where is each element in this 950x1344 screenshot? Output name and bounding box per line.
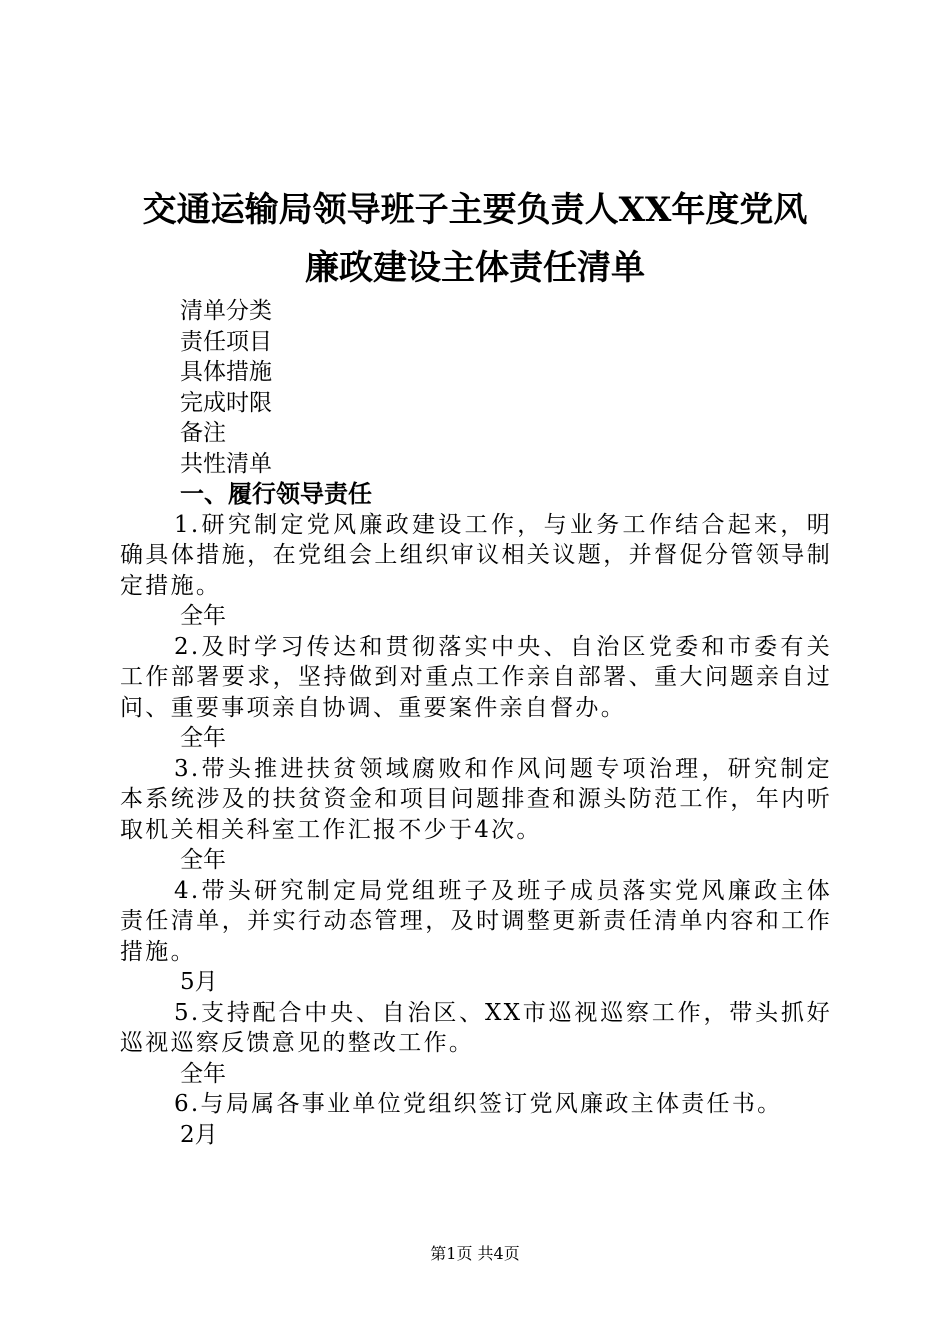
item-text: 3.带头推进扶贫领域腐败和作风问题专项治理，研究制定本系统涉及的扶贫资金和项目问题排查和源头防范工作，年内听取机关相关科室工作汇报不少于4次。 — [120, 755, 832, 843]
document-body — [120, 296, 832, 1150]
section-heading: 一、履行领导责任 — [180, 479, 372, 508]
item-deadline: 全年 — [180, 725, 226, 751]
document-title-line-2: 廉政建设主体责任清单 — [305, 248, 645, 288]
item-deadline: 全年 — [180, 603, 226, 629]
item-text: 6.与局属各事业单位党组织签订党风廉政主体责任书。 — [174, 1091, 783, 1117]
item-text: 2.及时学习传达和贯彻落实中央、自治区党委和市委有关工作部署要求，坚持做到对重点工作亲自部署、重大问题亲自过问、重要事项亲自协调、重要案件亲自督办。 — [120, 633, 832, 721]
document-title-line-1: 交通运输局领导班子主要负责人XX年度党风 — [142, 190, 808, 230]
header-remarks: 备注 — [180, 420, 226, 446]
item-text: 5.支持配合中央、自治区、XX市巡视巡察工作，带头抓好巡视巡察反馈意见的整改工作。 — [120, 999, 832, 1056]
item-deadline: 全年 — [180, 847, 226, 873]
header-responsibility-item: 责任项目 — [180, 328, 272, 355]
page-footer: 第1页 共4页 — [430, 1244, 520, 1263]
item-text: 4.带头研究制定局党组班子及班子成员落实党风廉政主体责任清单，并实行动态管理，及时调整更新责任清单内容和工作措施。 — [120, 877, 832, 965]
header-deadline: 完成时限 — [180, 389, 272, 416]
item-text: 1.研究制定党风廉政建设工作，与业务工作结合起来，明确具体措施，在党组会上组织审议相关议题，并督促分管领导制定措施。 — [120, 511, 832, 599]
category-label: 共性清单 — [180, 450, 272, 477]
header-specific-measures: 具体措施 — [180, 359, 272, 385]
item-deadline: 全年 — [180, 1060, 226, 1087]
header-category: 清单分类 — [180, 298, 272, 324]
item-deadline: 5月 — [180, 969, 218, 995]
item-deadline: 2月 — [180, 1121, 218, 1148]
